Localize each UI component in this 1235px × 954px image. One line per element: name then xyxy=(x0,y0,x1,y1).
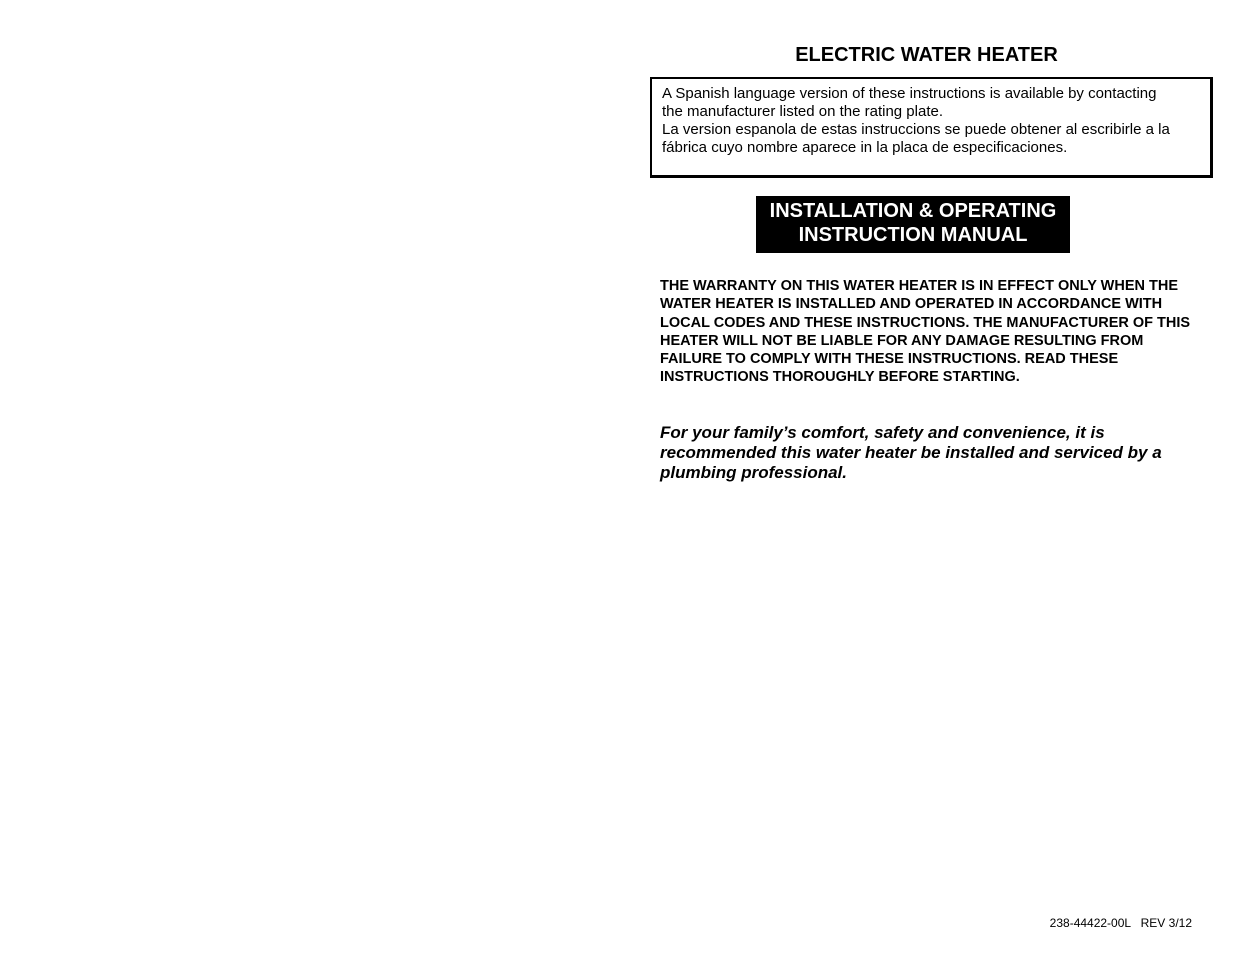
warranty-paragraph: THE WARRANTY ON THIS WATER HEATER IS IN EFFECT ONLY WHEN THE WATER HEATER IS INSTALLED AND OPERATED IN ACCORDANCE WITH LOCAL CODES AND THESE INSTRUCTIONS. THE MANUFACTURER OF THIS HEATER WILL NOT BE LIABLE FOR ANY DAMAGE RESULTING FROM FAILURE TO COMPLY WITH THESE INSTRUCTIONS. READ THESE INSTRUCTIONS THOROUGHLY BEFORE STARTING. xyxy=(660,278,1191,386)
spanish-notice-box xyxy=(650,77,1213,178)
notice-spanish-line-2: fábrica cuyo nombre aparece in la placa de especificaciones. xyxy=(662,139,1068,156)
notice-english-line-2: the manufacturer listed on the rating plate. xyxy=(662,103,944,120)
manual-title-banner xyxy=(756,196,1070,253)
page-title: ELECTRIC WATER HEATER xyxy=(795,44,1058,66)
manual-title-line-2: INSTRUCTION MANUAL xyxy=(798,224,1028,246)
notice-spanish-line-1: La version espanola de estas instruccions se puede obtener al escribirle a la xyxy=(662,121,1170,138)
document-revision-number: 238-44422-00L REV 3/12 xyxy=(1049,916,1192,930)
notice-english-line-1: A Spanish language version of these instructions is available by contacting xyxy=(662,85,1157,102)
recommendation-paragraph: For your family’s comfort, safety and convenience, it is recommended this water heater be installed and serviced by a plumbing professional. xyxy=(660,423,1162,482)
manual-title-line-1: INSTALLATION & OPERATING xyxy=(769,200,1057,222)
